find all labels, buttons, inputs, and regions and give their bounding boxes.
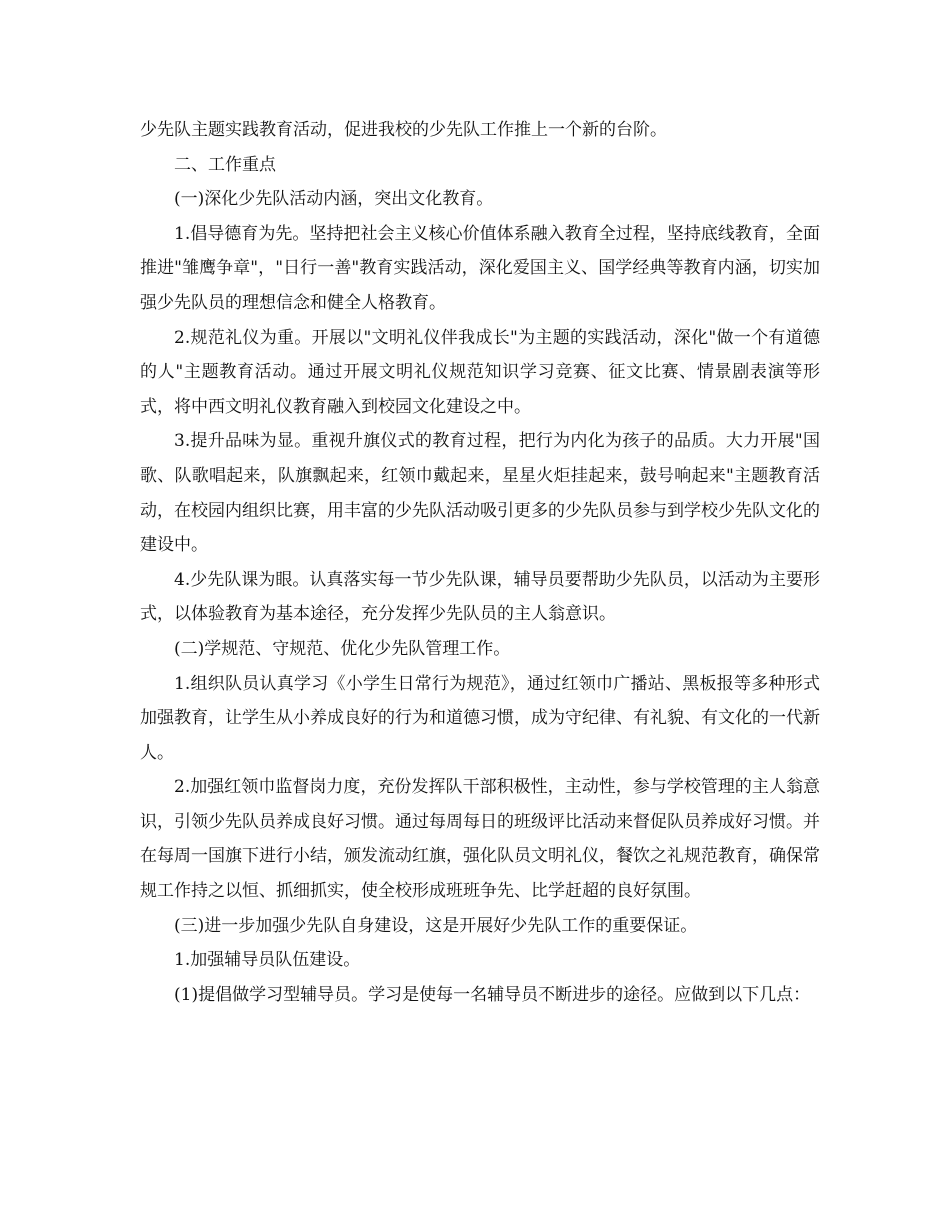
paragraph-continuation: 少先队主题实践教育活动，促进我校的少先队工作推上一个新的台阶。 [140,120,667,140]
paragraph-item: 4.少先队课为眼。认真落实每一节少先队课，辅导员要帮助少先队员，以活动为主要形式，以体验教育为基本途径，充分发挥少先队员的主人翁意识。 [140,569,820,625]
subheading-2: (二)学规范、守规范、优化少先队管理工作。 [174,638,511,659]
paragraph-item: 1.组织队员认真学习《小学生日常行为规范》，通过红领巾广播站、黑板报等多种形式加强教育，让学生从小养成良好的行为和道德习惯，成为守纪律、有礼貌、有文化的一代新人。 [140,673,820,763]
paragraph-item: 1.加强辅导员队伍建设。 [174,950,361,971]
paragraph-item: 3.提升品味为显。重视升旗仪式的教育过程，把行为内化为孩子的品质。大力开展"国歌、队歌唱起来，队旗飘起来，红领巾戴起来，星星火炬挂起来，鼓号响起来"主题教育活动，在校园内组织比赛，用丰富的少先队活动吸引更多的少先队员参与到学校少先队文化的建设中。 [140,431,820,556]
section-heading-work-focus: 二、工作重点 [174,154,276,175]
document-body [140,113,820,1012]
paragraph-item: (1)提倡做学习型辅导员。学习是使每一名辅导员不断进步的途径。应做到以下几点： [174,984,811,1005]
paragraph-item: 1.倡导德育为先。坚持把社会主义核心价值体系融入教育全过程，坚持底线教育，全面推进"雏鹰争章"，"日行一善"教育实践活动，深化爱国主义、国学经典等教育内涵，切实加强少先队员的理想信念和健全人格教育。 [140,223,820,313]
subheading-1: (一)深化少先队活动内涵，突出文化教育。 [174,189,494,210]
paragraph-item: 2.加强红领巾监督岗力度，充份发挥队干部积极性，主动性，参与学校管理的主人翁意识，引领少先队员养成良好习惯。通过每周每日的班级评比活动来督促队员养成好习惯。并在每周一国旗下进行小结，颁发流动红旗，强化队员文明礼仪，餐饮之礼规范教育，确保常规工作持之以恒、抓细抓实，使全校形成班班争先、比学赶超的良好氛围。 [140,777,820,902]
subheading-3: (三)进一步加强少先队自身建设，这是开展好少先队工作的重要保证。 [174,915,698,936]
paragraph-item: 2.规范礼仪为重。开展以"文明礼仪伴我成长"为主题的实践活动，深化"做一个有道德的人"主题教育活动。通过开展文明礼仪规范知识学习竞赛、征文比赛、情景剧表演等形式，将中西文明礼仪教育融入到校园文化建设之中。 [140,327,820,417]
